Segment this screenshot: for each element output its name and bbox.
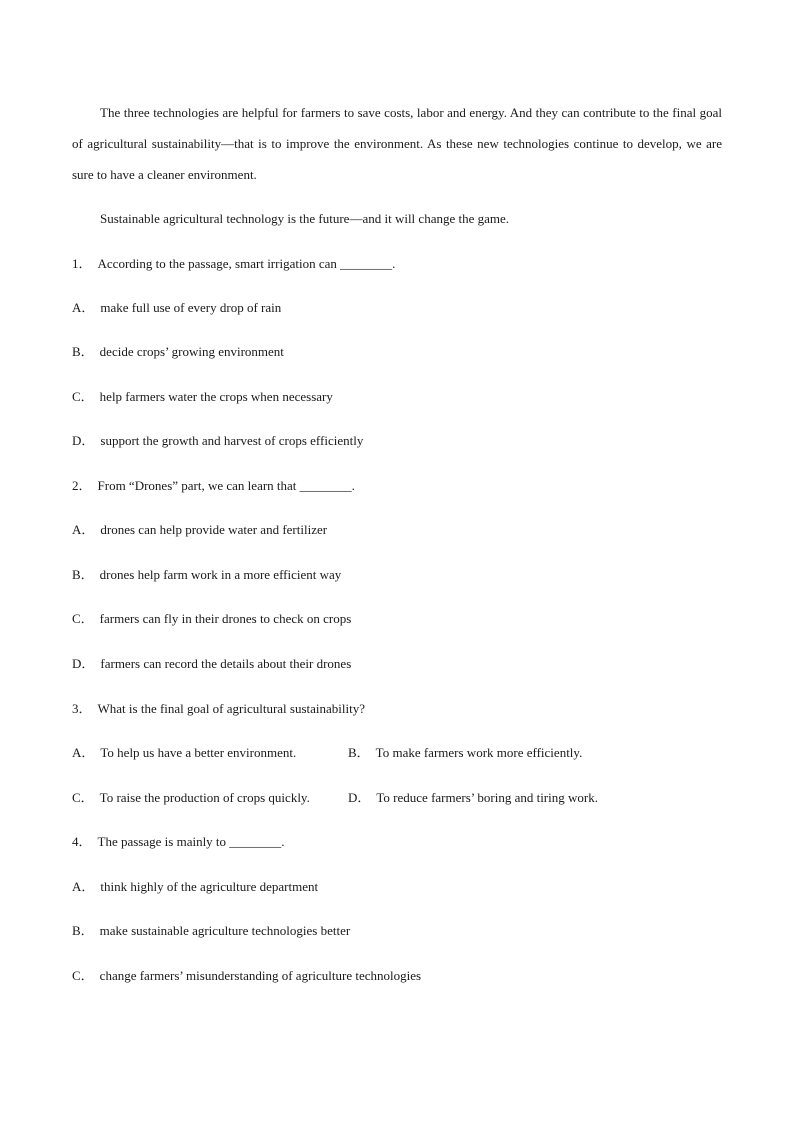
option-text: drones can help provide water and fertilizer bbox=[100, 522, 328, 537]
passage-paragraph-2: Sustainable agricultural technology is the future—and it will change the game. bbox=[100, 211, 510, 226]
question-2 bbox=[72, 477, 355, 495]
option-text: To help us have a better environment. bbox=[100, 745, 297, 760]
question-stem: According to the passage, smart irrigation can ________. bbox=[97, 256, 396, 271]
question-number: 4． bbox=[72, 834, 92, 849]
question-number: 3． bbox=[72, 701, 92, 716]
option-letter: C． bbox=[72, 790, 94, 805]
question-stem: From “Drones” part, we can learn that ________. bbox=[97, 478, 355, 493]
q2-option-d[interactable] bbox=[72, 655, 351, 673]
q3-option-a[interactable] bbox=[72, 744, 296, 762]
q3-option-c[interactable] bbox=[72, 789, 310, 807]
option-letter: A． bbox=[72, 879, 95, 894]
question-number: 2． bbox=[72, 478, 92, 493]
option-text: To make farmers work more efficiently. bbox=[375, 745, 583, 760]
option-text: change farmers’ misunderstanding of agriculture technologies bbox=[99, 968, 422, 983]
option-letter: A． bbox=[72, 745, 95, 760]
q2-option-c[interactable] bbox=[72, 610, 351, 628]
q1-option-a[interactable] bbox=[72, 299, 281, 317]
option-text: decide crops’ growing environment bbox=[99, 344, 284, 359]
option-letter: B． bbox=[72, 923, 94, 938]
option-letter: C． bbox=[72, 968, 94, 983]
option-letter: A． bbox=[72, 522, 95, 537]
q4-option-a[interactable] bbox=[72, 878, 318, 896]
option-text: make full use of every drop of rain bbox=[100, 300, 282, 315]
option-text: farmers can fly in their drones to check on crops bbox=[99, 611, 352, 626]
q3-option-b[interactable] bbox=[348, 744, 582, 762]
option-letter: D． bbox=[348, 790, 371, 805]
option-text: drones help farm work in a more efficient way bbox=[99, 567, 342, 582]
q2-option-b[interactable] bbox=[72, 566, 341, 584]
question-4 bbox=[72, 833, 285, 851]
passage-paragraph-1: The three technologies are helpful for farmers to save costs, labor and energy. And they can contribute to the final goal of agricultural sustainability—that is to improve the environment. As these new technologies continue to develop, we are sure to have a cleaner environment. bbox=[72, 105, 722, 182]
option-letter: D． bbox=[72, 656, 95, 671]
option-letter: A． bbox=[72, 300, 95, 315]
option-letter: D． bbox=[72, 433, 95, 448]
option-text: think highly of the agriculture department bbox=[100, 879, 319, 894]
q1-option-d[interactable] bbox=[72, 432, 363, 450]
q4-option-c[interactable] bbox=[72, 967, 421, 985]
question-3 bbox=[72, 700, 365, 718]
option-text: support the growth and harvest of crops efficiently bbox=[100, 433, 364, 448]
question-stem: What is the final goal of agricultural sustainability? bbox=[97, 701, 366, 716]
q1-option-b[interactable] bbox=[72, 343, 284, 361]
question-1 bbox=[72, 255, 395, 273]
option-text: To raise the production of crops quickly. bbox=[99, 790, 310, 805]
option-text: farmers can record the details about their drones bbox=[100, 656, 352, 671]
question-number: 1． bbox=[72, 256, 92, 271]
q2-option-a[interactable] bbox=[72, 521, 327, 539]
option-text: To reduce farmers’ boring and tiring work. bbox=[376, 790, 598, 805]
option-letter: B． bbox=[72, 344, 94, 359]
q1-option-c[interactable] bbox=[72, 388, 333, 406]
q4-option-b[interactable] bbox=[72, 922, 350, 940]
option-text: make sustainable agriculture technologies better bbox=[99, 923, 351, 938]
option-letter: C． bbox=[72, 611, 94, 626]
option-letter: B． bbox=[72, 567, 94, 582]
option-letter: C． bbox=[72, 389, 94, 404]
q3-option-d[interactable] bbox=[348, 789, 598, 807]
option-text: help farmers water the crops when necessary bbox=[99, 389, 333, 404]
question-stem: The passage is mainly to ________. bbox=[97, 834, 285, 849]
option-letter: B． bbox=[348, 745, 370, 760]
